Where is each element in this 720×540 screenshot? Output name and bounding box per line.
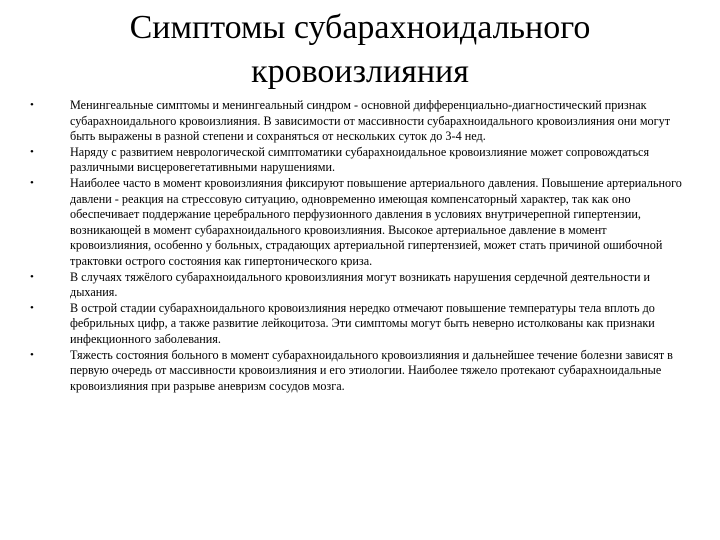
bullet-text: Наряду с развитием неврологической симптоматики субарахноидальное кровоизлияние может сопровождаться различными висцеровегетативными нарушениями. bbox=[70, 144, 650, 175]
bullet-dot-icon: • bbox=[30, 176, 34, 189]
bullet-dot-icon: • bbox=[30, 301, 34, 314]
bullet-list bbox=[30, 98, 690, 394]
bullet-item bbox=[30, 301, 690, 348]
bullet-item bbox=[30, 145, 690, 176]
bullet-dot-icon: • bbox=[30, 145, 34, 158]
bullet-dot-icon: • bbox=[30, 99, 34, 111]
bullet-text: Наиболее часто в момент кровоизлияния фиксируют повышение артериального давления. Повышение артериального давлени - реакция на стрессовую ситуацию, одновременно имеющая компенсаторный характер, так как оно обеспечивает поддержание церебрального перфузионного давления в условиях внутричерепной гипертензии, возникающей в момент субарахноидального кровоизлияния. Высокое артериальное давление в момент кровоизлияния, особенно у больных, страдающих артериальной гипертензией, может стать причиной ошибочной трактовки острого состояния как гипертонического криза. bbox=[70, 175, 682, 268]
bullet-dot-icon: • bbox=[30, 270, 34, 283]
slide-title-line-2: кровоизлияния bbox=[251, 53, 469, 90]
bullet-dot-icon: • bbox=[30, 348, 34, 361]
slide-title-line-1: Симптомы субарахноидального bbox=[129, 9, 591, 46]
bullet-text: Менингеальные симптомы и менингеальный синдром - основной дифференциально-диагностический признак субарахноидального кровоизлияния. В зависимости от массивности субарахноидального кровоизлияния они могут быть выражены в разной степени и сохраняться от нескольких суток до 3-4 нед. bbox=[70, 98, 671, 144]
bullet-text: В случаях тяжёлого субарахноидального кровоизлияния могут возникать нарушения сердечной деятельности и дыхания. bbox=[70, 269, 651, 300]
bullet-item bbox=[30, 98, 690, 145]
bullet-item bbox=[30, 270, 690, 301]
bullet-item bbox=[30, 348, 690, 395]
bullet-item bbox=[30, 176, 690, 270]
bullet-text: Тяжесть состояния больного в момент субарахноидального кровоизлияния и дальнейшее течение болезни зависят в первую очередь от массивности кровоизлияния и его этиологии. Наиболее тяжело протекают субарахноидальные кровоизлияния при разрыве аневризм сосудов мозга. bbox=[70, 347, 673, 393]
slide-title bbox=[40, 6, 680, 94]
bullet-text: В острой стадии субарахноидального кровоизлияния нередко отмечают повышение температуры тела вплоть до фебрильных цифр, а также развитие лейкоцитоза. Эти симптомы могут быть неверно истолкованы как признаки инфекционного заболевания. bbox=[70, 300, 655, 346]
